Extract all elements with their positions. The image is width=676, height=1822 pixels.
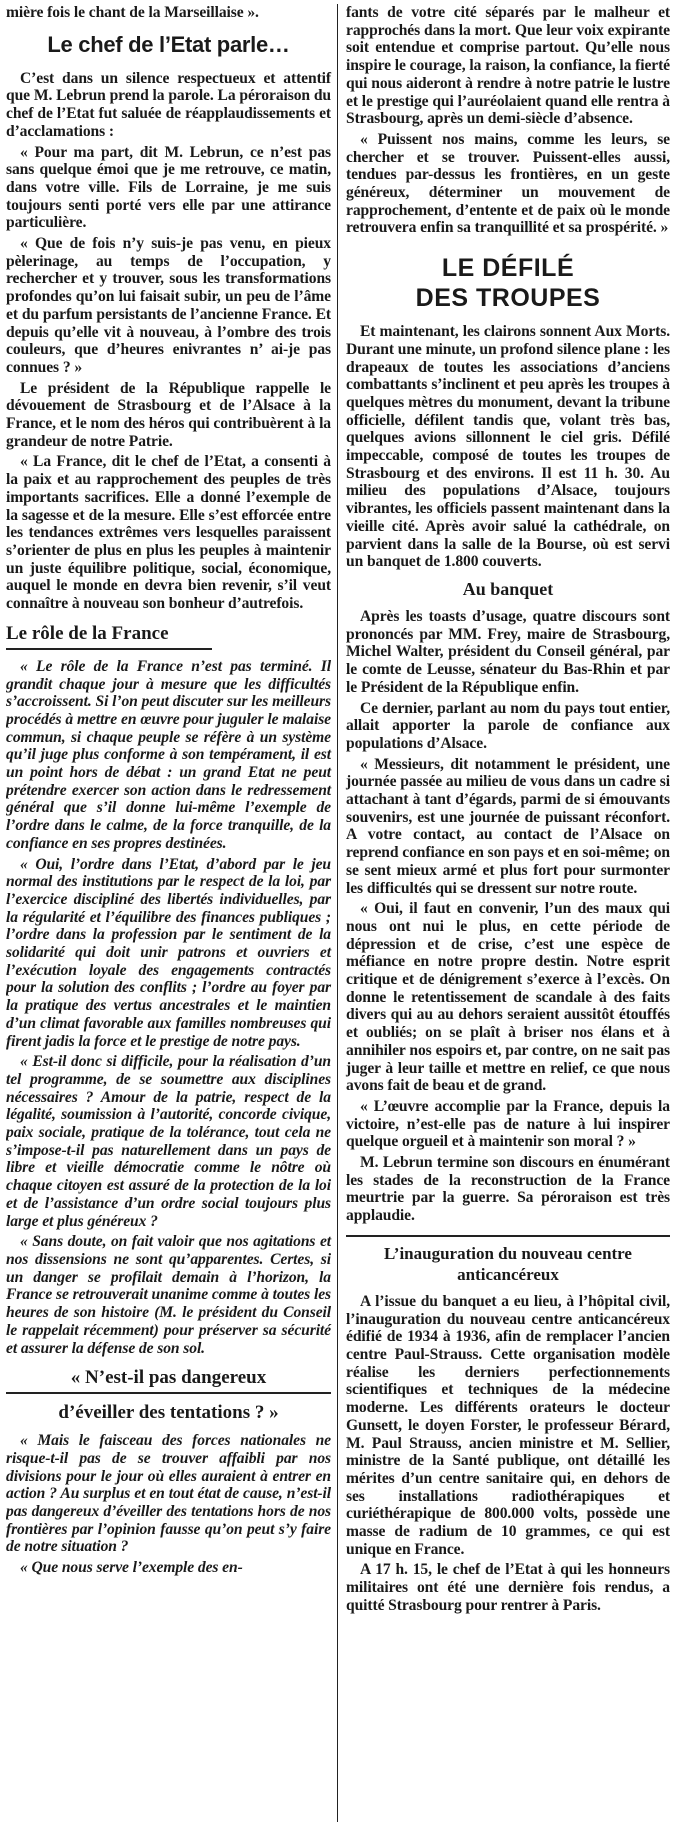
paragraph: « Puissent nos mains, comme les leurs, se chercher et se trouver. Puissent-elles aussi, tendues par-dessus les frontières, en un geste généreux, déterminer un mouvement de rapprochement, d’entente et de paix où le monde retrouvera enfin sa tranquillité et sa prospérité. » xyxy=(346,130,670,237)
headline-inauguration-line1: L’inauguration du nouveau centre xyxy=(384,1243,632,1263)
paragraph: « Pour ma part, dit M. Lebrun, ce n’est pas sans quelque émoi que je me retrouve, ce matin, dans votre ville. Fils de Lorraine, je me suis toujours senti porté vers elle par une attirance particulière. xyxy=(6,143,331,232)
paragraph: « Que nous serve l’exemple des en- xyxy=(20,1559,243,1577)
paragraph: Ce dernier, parlant au nom du pays tout entier, allait apporter la parole de confiance aux populations d’Alsace. xyxy=(346,699,670,752)
paragraph: « Que de fois n’y suis-je pas venu, en pieux pèlerinage, au temps de l’occupation, y rechercher et y trouver, sous les transformations profondes qu’on lui faisait subir, un peu de l’âme et du parfum persistants de l’ancienne France. Et depuis qu’elle vit à nouveau, à l’ombre des trois couleurs, que d’heures enivrantes n’ ai-je pas connues ? » xyxy=(6,235,331,376)
left-column xyxy=(6,4,338,1822)
paragraph: « Messieurs, dit notamment le président, une journée passée au milieu de vous dans un cadre si attachant à tant d’égards, parmi de si émouvants souvenirs, est une journée de puissant réconfort. A votre contact, au contact de l’Alsace on reprend confiance en son pays et en soi-même; on se sent mieux armé et plus fort pour surmonter les difficultés qui se dressent sur notre route. xyxy=(346,755,670,897)
paragraph: « Mais le faisceau des forces nationales ne risque-t-il pas de se trouver affaibli par nos divisions pour le jour où elles auraient à entrer en action ? Au surplus et en tout état de cause, n’est-il pas dangereux d’éveiller des tentations hors de nos frontières par l’opinion fausse qu’on peut s’y faire de notre situation ? xyxy=(6,1432,331,1556)
headline-defile-line1: LE DÉFILÉ xyxy=(441,254,575,283)
paragraph: Et maintenant, les clairons sonnent Aux Morts. Durant une minute, un profond silence plane : les drapeaux de toutes les associations d’anciens combattants s’inclinent et peu après les troupes à quelques mètres du monument, devant la tribune officielle, défilent tandis que, volant très bas, quelques avions sillonnent le ciel gris. Défilé impeccable, composé de toutes les troupes de Strasbourg et des environs. Il est 11 h. 30. Au milieu des populations d’Alsace, toujours vibrantes, les officiels passent maintenant dans la vieille cité. Après avoir salué la cathédrale, on parvient dans la salle de la Bourse, où est servi un banquet de 1.800 couverts. xyxy=(346,323,670,571)
paragraph: « Est-il donc si difficile, pour la réalisation d’un tel programme, de se soumettre aux disciplines nécessaires ? Amour de la patrie, respect de la légalité, soumission à l’autorité, concorde civique, paix sociale, pratique de la tolérance, tout cela ne s’impose-t-il pas naturellement dans un pays de libre et vieille démocratie comme le nôtre où chaque citoyen est assuré de la protection de la loi et de l’assistance d’un ordre social toujours plus large et plus généreux ? xyxy=(6,1053,331,1230)
headline-inauguration xyxy=(346,1235,670,1285)
right-column xyxy=(338,4,670,1822)
headline-inauguration-line2: anticancéreux xyxy=(457,1264,559,1284)
paragraph: Le président de la République rappelle le dévouement de Strasbourg et de l’Alsace à la France, et le nom des héros qui contribuèrent à la grandeur de notre Patrie. xyxy=(6,379,331,450)
headline-defile-line2: DES TROUPES xyxy=(415,284,601,313)
paragraph: C’est dans un silence respectueux et attentif que M. Lebrun prend la parole. La péroraison du chef de l’Etat fut saluée de réapplaudissements et d’acclamations : xyxy=(6,69,331,140)
paragraph: « La France, dit le chef de l’Etat, a consenti à la paix et au rapprochement des peuples de très importants sacrifices. Elle a donné l’exemple de la sagesse et de la mesure. Elle s’est efforcée entre les tendances extrêmes vers lesquelles paraissent s’orienter de plus en plus les peuples à maintenir un juste équilibre politique, social, économique, auquel le monde en devra bien revenir, s’il veut connaître à nouveau son bonheur d’autrefois. xyxy=(6,453,331,613)
headline-chef-etat: Le chef de l’Etat parle… xyxy=(47,31,290,57)
paragraph: « L’œuvre accomplie par la France, depuis la victoire, n’est-elle pas de nature à lui inspirer quelque orgueil et à maintenir son moral ? » xyxy=(346,1097,670,1151)
headline-tentations: d’éveiller des tentations ? » xyxy=(58,1402,279,1424)
paragraph: M. Lebrun termine son discours en énumérant les stades de la reconstruction de la France meurtrie par la guerre. Sa péroraison est très applaudie. xyxy=(346,1154,670,1225)
top-fragment: mière fois le chant de la Marseillaise ». xyxy=(6,4,259,21)
paragraph: A l’issue du banquet a eu lieu, à l’hôpital civil, l’inauguration du nouveau centre anticancéreux édifié de 1934 à 1936, afin de remplacer l’ancien centre Paul-Strauss. Cette organisation modèle réalise les derniers perfectionnements scientifiques et techniques de la médecine moderne. Les différents orateurs le docteur Gunsett, le doyen Forster, le professeur Bérard, M. Paul Strauss, ancien ministre et M. Sellier, ministre de la Santé publique, ont détaillé les mérites d’un centre sanitaire qui, en dehors de ses installations radiothérapiques et curiéthérapique de 800.000 volts, possède une masse de radium de 10 grammes, ce qui est unique en France. xyxy=(346,1292,670,1558)
paragraph: A 17 h. 15, le chef de l’Etat à qui les honneurs militaires ont été une dernière fois rendus, a quitté Strasbourg pour rentrer à Paris. xyxy=(346,1561,670,1614)
paragraph: fants de votre cité séparés par le malheur et rapprochés dans la mort. Que leur voix expirante soit entendue et comprise partout. Qu’elle nous inspire le courage, la raison, la confiance, la fierté qui nous aideront à rendre à notre patrie le lustre et le prestige qui l’auréolaient quand elle rentra à Strasbourg, après un demi-siècle d’absence. xyxy=(346,4,670,128)
headline-dangereux: « N’est-il pas dangereux xyxy=(6,1367,331,1394)
headline-banquet: Au banquet xyxy=(462,578,554,599)
paragraph: « Oui, il faut en convenir, l’un des maux qui nous ont nui le plus, en cette période de dépression et de crise, c’est une espèce de méfiance en notre propre destin. Notre esprit critique et de dénigrement s’exerce à l’excès. On donne le retentissement de scandale à des faits divers qui au au dehors seraient aussitôt étouffés et oubliés; on se plaît à briser nos élans et à annihiler nos espoirs et, par contre, on ne sait pas juger à leur taille et mettre en relief, ce que nous avons fait de beau et de grand. xyxy=(346,900,670,1095)
headline-defile xyxy=(346,253,670,313)
paragraph: « Le rôle de la France n’est pas terminé. Il grandit chaque jour à mesure que les difficultés s’accroissent. Si l’on peut discuter sur les meilleurs procédés à mettre en œuvre pour juguler le malaise commun, si chaque peuple se réfère à un système qu’il juge plus conforme à son tempérament, il est un point hors de débat : un grand Etat ne peut prétendre exercer son action dans le redressement général que s’il donne lui-même l’exemple de l’ordre dans le calme, de la force tranquille, de la confiance en ses propres destinées. xyxy=(6,657,331,852)
paragraph: « Sans doute, on fait valoir que nos agitations et nos dissensions ne sont qu’apparentes. Certes, si un danger se profilait demain à l’horizon, la France se retrouverait unanime comme à toutes les heures de son histoire (M. le président du Conseil le rappelait récemment) pour préserver sa sécurité et assurer la défense de son sol. xyxy=(6,1233,331,1357)
paragraph: « Oui, l’ordre dans l’Etat, d’abord par le jeu normal des institutions par le respect de la loi, par l’exercice discipliné des libertés individuelles, par la régularité et l’équilibre des finances publiques ; l’ordre dans la profession par le sentiment de la solidarité qui doit unir patrons et ouvriers et l’exécution loyale des engagements contractés pour la solution des conflits ; l’ordre au foyer par la pratique des vertus ancestrales et le maintien d’un climat favorable aux familles nombreuses qui firent jadis la force et le prestige de notre pays. xyxy=(6,855,331,1050)
paragraph: Après les toasts d’usage, quatre discours sont prononcés par MM. Frey, maire de Strasbourg, Michel Walter, président du Conseil général, par le comte de Leusse, sénateur du Bas-Rhin et par le Président de la République enfin. xyxy=(346,607,670,696)
headline-role-france: Le rôle de la France xyxy=(6,623,212,650)
